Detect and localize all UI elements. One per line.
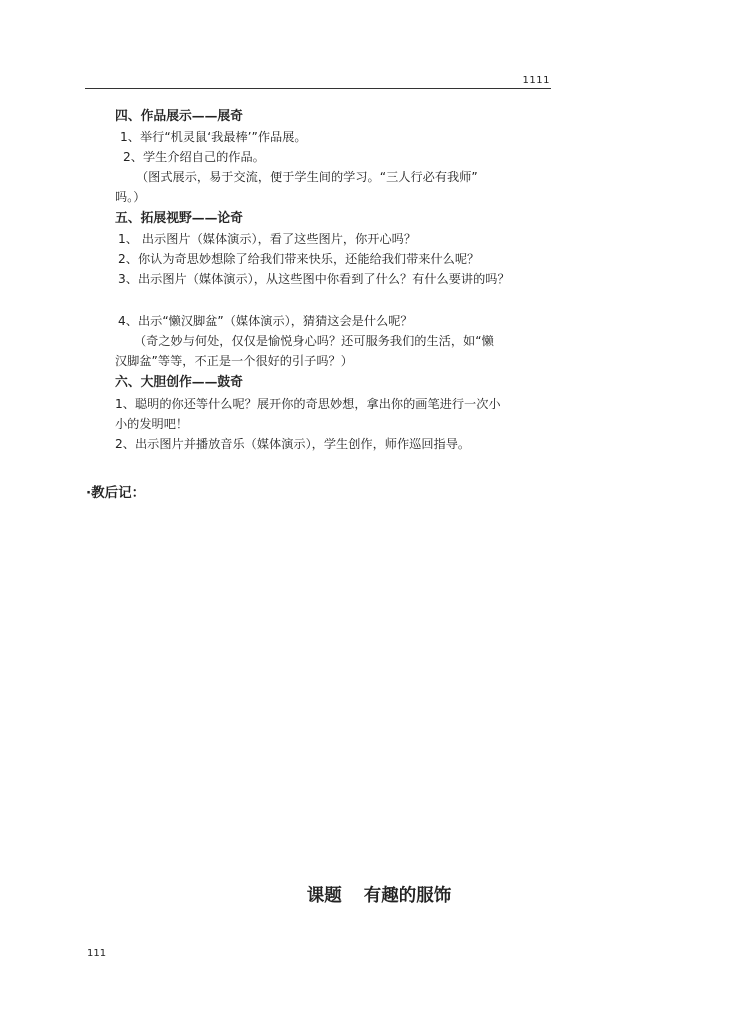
section-5-line-3: 3、出示图片（媒体演示），从这些图中你看到了什么？有什么要讲的吗？ [118,272,510,286]
section-4-line-1: 1、举行“机灵鼠‘我最棒’”作品展。 [120,130,307,144]
footer-page-number: 111 [87,948,107,959]
section-6-line-2: 小的发明吧！ [115,417,189,431]
section-6-line-3: 2、出示图片并播放音乐（媒体演示），学生创作，师作巡回指导。 [115,437,471,451]
section-5-line-5: （奇之妙与何处，仅仅是愉悦身心吗？还可服务我们的生活，如“懒 [134,334,494,348]
section-6-title: 六、大胆创作——鼓奇 [115,375,243,390]
section-4-line-2: 2、学生介绍自己的作品。 [123,150,265,164]
header-page-label: 1111 [522,75,550,86]
section-4-title: 四、作品展示——展奇 [115,109,243,124]
section-6-line-1: 1、聪明的你还等什么呢？展开你的奇思妙想，拿出你的画笔进行一次小 [115,397,501,411]
section-5-line-6: 汉脚盆”等等，不正是一个很好的引子吗？） [115,354,353,368]
next-lesson-heading [0,882,738,907]
lesson-title: 有趣的服饰 [363,886,452,906]
lesson-label: 课题 [306,886,342,906]
section-5-title: 五、拓展视野——论奇 [115,211,243,226]
section-5-line-4: 4、出示“懒汉脚盆”（媒体演示），猜猜这会是什么呢？ [118,314,413,328]
section-4-line-4: 吗。） [115,190,146,204]
post-lesson-notes-label: ·教后记： [86,485,146,501]
section-5-line-1: 1、 出示图片（媒体演示），看了这些图片，你开心吗？ [118,232,417,246]
header-rule [85,88,551,89]
section-5-line-2: 2、你认为奇思妙想除了给我们带来快乐，还能给我们带来什么呢？ [118,252,480,266]
section-4-line-3: （图式展示，易于交流，便于学生间的学习。“三人行必有我师” [136,170,478,184]
